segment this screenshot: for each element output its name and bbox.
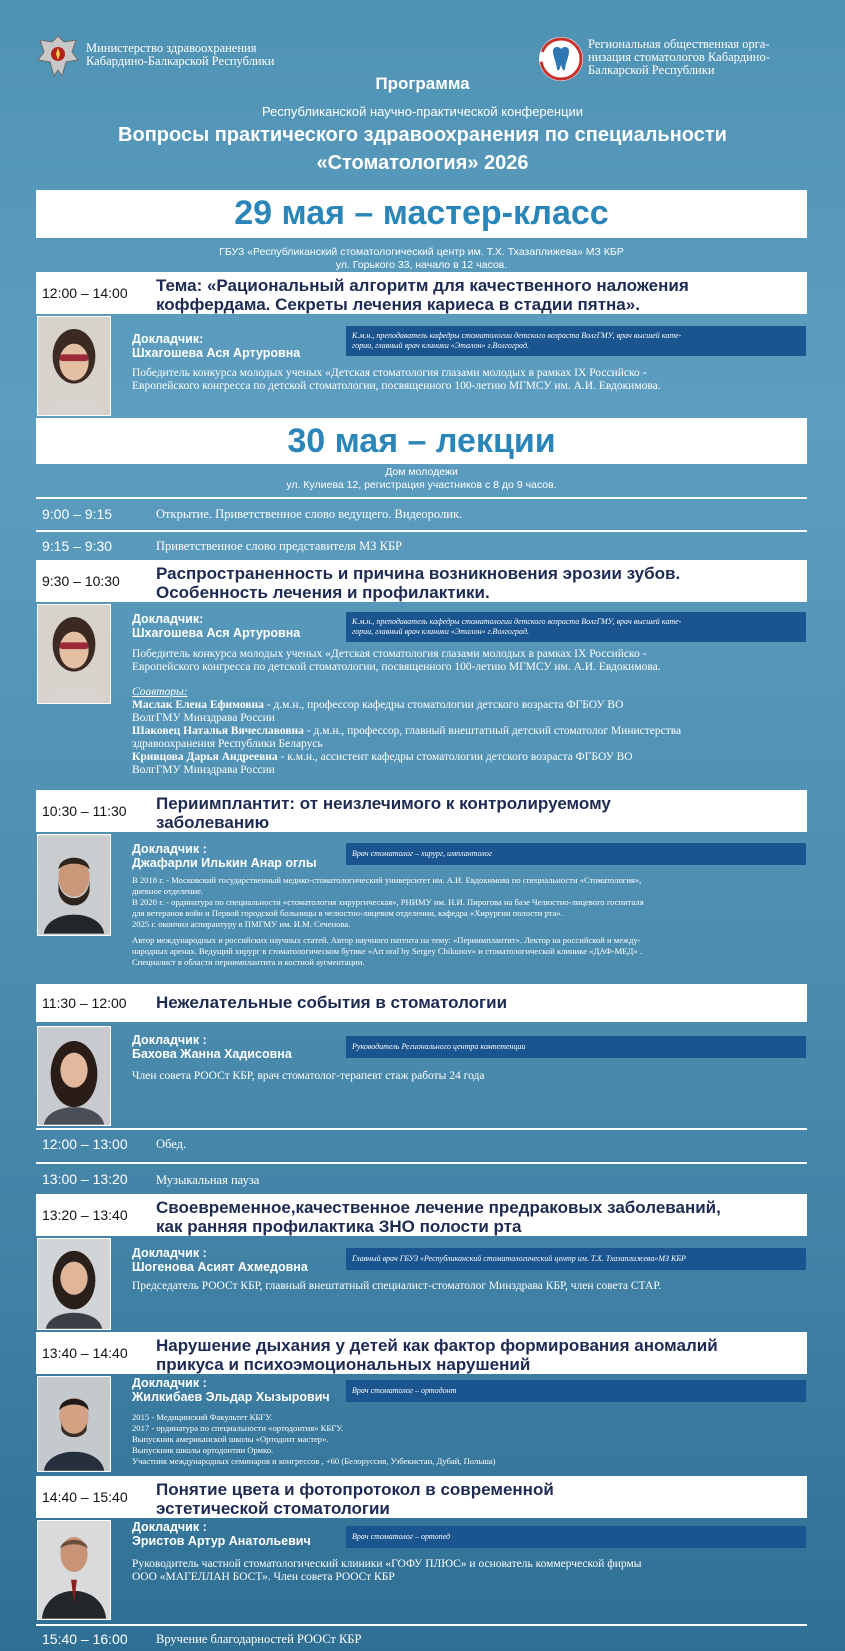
- coauthor: [132, 725, 807, 738]
- speaker-label: Докладчик:: [132, 332, 204, 346]
- coauthor-credentials: - д.м.н., профессор, главный внештатный детский стоматолог Министерства: [303, 725, 682, 737]
- speaker-photo: [37, 1238, 111, 1330]
- speaker-role: Врач стоматолог – ортодонт: [346, 1380, 806, 1402]
- speaker-name: Эристов Артур Анатольевич: [132, 1534, 311, 1548]
- speaker-label: Докладчик :: [132, 1033, 207, 1047]
- time-slot: 10:30 – 11:30: [36, 790, 154, 832]
- coauthor-credentials: - к.м.н., ассистент кафедры стоматологии детского возраста ФГБОУ ВО: [277, 751, 633, 763]
- speaker-photo: [37, 1376, 111, 1472]
- woman-portrait-icon: [38, 317, 110, 415]
- topic-line: заболеванию: [156, 813, 270, 832]
- role-line: К.м.н., преподаватель кафедры стоматологии детского возраста ВолгГМУ, врач высшей кате-: [352, 331, 682, 340]
- woman-portrait-icon: [38, 605, 110, 703]
- speaker: [132, 1376, 330, 1404]
- venue-line: ул. Горького 33, начало в 12 часов.: [335, 258, 508, 271]
- speaker-description: [132, 648, 807, 674]
- coauthor-name: Маслак Елена Ефимовна: [132, 699, 264, 711]
- speaker-description: [132, 367, 807, 393]
- speaker-photo: [37, 604, 111, 704]
- desc-line: Руководитель частной стоматологический клиники «ГОФУ ПЛЮС» и основатель коммерческой фирмы: [132, 1558, 642, 1570]
- man-portrait-icon: [38, 835, 110, 935]
- divider: [36, 530, 807, 532]
- woman-portrait-icon: [38, 1239, 110, 1329]
- desc-line: Европейского конгресса по детской стоматологии, посвященного 100-летию МГМСУ им. А.И. Евдокимова.: [132, 661, 661, 673]
- coauthors-label: [132, 686, 807, 699]
- topic-line: прикуса и психоэмоциональных нарушений: [156, 1355, 531, 1374]
- session-topic: [154, 1476, 807, 1518]
- topic-line: Своевременное,качественное лечение предраковых заболеваний,: [156, 1198, 721, 1217]
- bio-line: 2025 г. окончил аспирантуру в ПМГМУ им. И.М. Сеченова.: [132, 919, 351, 929]
- ministry-name-line: Министерство здравоохранения: [86, 41, 257, 55]
- bio-line: Автор международных и российских научных статей. Автор научного патента на тему: «Периимплантит». Лектор на российской и между-: [132, 935, 641, 945]
- role-line: К.м.н., преподаватель кафедры стоматологии детского возраста ВолгГМУ, врач высшей кате-: [352, 617, 682, 626]
- venue-line: ул. Кулиева 12, регистрация участников с 8 до 9 часов.: [286, 478, 557, 491]
- bio-line: Участник международных семинаров и конгрессов , +60 (Белоруссия, Узбекистан, Дубай, Польша): [132, 1456, 496, 1466]
- speaker-name: Джафарли Илькин Анар оглы: [132, 856, 317, 870]
- schedule-item: Открытие. Приветственное слово ведущего. Видеоролик.: [156, 507, 463, 521]
- speaker-description: [132, 1412, 807, 1467]
- coauthor: [132, 751, 807, 764]
- venue-line: Дом молодежи: [385, 466, 458, 478]
- session-topic: [154, 790, 807, 832]
- bio-line: для ветеранов войн и Первой городской больницы в челюстно-лицевом отделении, кафедра «Хирургии полости рта».: [132, 908, 563, 918]
- coauthors-label-text: Соавторы:: [132, 686, 188, 698]
- desc-line: Победитель конкурса молодых ученых «Детская стоматология глазами молодых в рамках IX Российско -: [132, 648, 647, 660]
- speaker-role: Врач стоматолог – ортопед: [346, 1526, 806, 1548]
- desc-line: Европейского конгресса по детской стоматологии, посвященного 100-летию МГМСУ им. А.И. Евдокимова.: [132, 380, 661, 392]
- day2-banner: [36, 418, 807, 464]
- speaker: [132, 1246, 308, 1274]
- topic-line: Нарушение дыхания у детей как фактор формирования аномалий: [156, 1336, 718, 1355]
- divider: [36, 497, 807, 499]
- coauthor: [132, 699, 807, 712]
- speaker-role: Руководитель Регионального центра компетенции: [346, 1036, 806, 1058]
- speaker-label: Докладчик :: [132, 1246, 207, 1260]
- time-slot: 12:00 – 13:00: [42, 1136, 128, 1152]
- topic-line: эстетической стоматологии: [156, 1499, 390, 1518]
- topic-line: Распространенность и причина возникновения эрозии зубов.: [156, 564, 681, 583]
- bio-line: 2015 - Медицинский Факультет КБГУ.: [132, 1412, 273, 1422]
- venue-line: ГБУЗ «Республиканский стоматологический центр им. Т.Х. Тхазаплижева» МЗ КБР: [219, 246, 624, 258]
- conference-title-line2: «Стоматология» 2026: [316, 152, 529, 174]
- ministry-name: [86, 42, 274, 68]
- speaker: [132, 842, 317, 870]
- schedule-item: Приветственное слово представителя МЗ КБР: [156, 539, 403, 553]
- speaker-label: Докладчик :: [132, 1376, 207, 1390]
- desc-line: ООО «МАГЕЛЛАН БОСТ». Член совета РООСт КБР: [132, 1571, 395, 1583]
- topic-line: Особенность лечения и профилактики.: [156, 583, 490, 602]
- speaker-name: Бахова Жанна Хадисовна: [132, 1047, 292, 1061]
- bio-line: Специалист в области периимплантита и костной аугментации.: [132, 957, 365, 967]
- speaker-label: Докладчик :: [132, 842, 207, 856]
- speaker-label: Докладчик:: [132, 612, 204, 626]
- divider: [36, 1128, 807, 1130]
- eagle-emblem-icon: [36, 32, 80, 80]
- bio-line: дневное отделение.: [132, 886, 204, 896]
- bio-line: В 2018 г. - Московский государственный медико-стоматологический университет им. А.И. Евдокимова по специальности «Стоматология»,: [132, 875, 642, 885]
- speaker-name: Шогенова Асият Ахмедовна: [132, 1260, 308, 1274]
- society-name-line: Балкарской Республики: [588, 63, 715, 77]
- coauthor-credentials: здравоохранения Республики Беларусь: [132, 738, 323, 750]
- time-slot: 12:00 – 14:00: [36, 272, 154, 314]
- speaker-photo: [37, 316, 111, 416]
- day1-banner: [36, 190, 807, 238]
- speaker: [132, 1520, 311, 1548]
- speaker-label: Докладчик :: [132, 1520, 207, 1534]
- topic-line: коффердама. Секреты лечения кариеса в стадии пятна».: [156, 295, 640, 314]
- bio-line: В 2020 г. - ординатура по специальности «стоматология хирургическая», РНИМУ им. Н.И. Пирогова на базе Челюстно-лицевого госпиталя: [132, 897, 644, 907]
- coauthor-name: Кривцова Дарья Андреевна: [132, 751, 278, 763]
- desc-line: Победитель конкурса молодых ученых «Детская стоматология глазами молодых в рамках IX Российско -: [132, 367, 647, 379]
- session-topic: [154, 560, 807, 602]
- speaker-name: Жилкибаев Эльдар Хызырович: [132, 1390, 330, 1404]
- topic-line: Периимплантит: от неизлечимого к контролируемому: [156, 794, 611, 813]
- dental-society-name: [588, 38, 770, 77]
- topic-line: как ранняя профилактика ЗНО полости рта: [156, 1217, 522, 1236]
- day1-venue: [36, 246, 807, 271]
- society-name-line: низация стоматологов Кабардино-: [588, 50, 770, 64]
- time-slot: 13:00 – 13:20: [42, 1171, 128, 1187]
- speaker-description: Председатель РООСт КБР, главный внештатный специалист-стоматолог Минздрава КБР, член совета СТАР.: [132, 1280, 662, 1292]
- coauthor-credentials: - д.м.н., профессор кафедры стоматологии детского возраста ФГБОУ ВО: [263, 699, 624, 711]
- speaker-role: Врач стоматолог – хирург, имплантолог: [346, 843, 806, 865]
- coauthor-credentials: ВолгГМУ Минздрава России: [132, 764, 275, 776]
- society-name-line: Региональная общественная орга-: [588, 37, 770, 51]
- bio-line: Выпускник американской школы «Ортодонт мастер».: [132, 1434, 329, 1444]
- topic-line: Нежелательные события в стоматологии: [156, 993, 508, 1012]
- program-label: Программа: [375, 74, 470, 93]
- role-line: гории, главный врач клиники «Эталон» г.Волгоград.: [352, 341, 530, 350]
- schedule-item: Обед.: [156, 1137, 187, 1151]
- speaker-name: Шхагошева Ася Артуровна: [132, 626, 301, 640]
- day2-title: 30 мая – лекции: [287, 422, 556, 460]
- bio-line: Выпускник школы ортодонтии Ормко.: [132, 1445, 274, 1455]
- schedule-item: Вручение благодарностей РООСт КБР: [156, 1632, 362, 1646]
- session-topic: [154, 1194, 807, 1236]
- time-slot: 9:00 – 9:15: [42, 506, 113, 522]
- speaker-name: Шхагошева Ася Артуровна: [132, 346, 301, 360]
- speaker-description: Член совета РООСт КБР, врач стоматолог-терапевт стаж работы 24 года: [132, 1070, 485, 1082]
- role-line: гории, главный врач клиники «Эталон» г.Волгоград.: [352, 627, 530, 636]
- man-portrait-icon: [38, 1521, 110, 1619]
- speaker-description: [132, 875, 807, 968]
- coauthors: [132, 686, 807, 777]
- speaker: [132, 332, 300, 360]
- topic-line: Понятие цвета и фотопротокол в современной: [156, 1480, 554, 1499]
- day2-venue: [36, 466, 807, 491]
- speaker-photo: [37, 1026, 111, 1126]
- bio-line: народных аренах. Ведущий хирург в стоматологическом бутике «Art oral by Sergey Chikunov» и стоматологической клинике «ДАФ-МЕД» .: [132, 946, 642, 956]
- man-portrait-icon: [38, 1377, 110, 1471]
- divider: [36, 1162, 807, 1164]
- speaker: [132, 612, 300, 640]
- time-slot: 13:20 – 13:40: [36, 1194, 154, 1236]
- divider: [36, 1624, 807, 1626]
- speaker-role: [346, 326, 806, 356]
- session-topic: [154, 272, 807, 314]
- woman-portrait-icon: [38, 1027, 110, 1125]
- speaker-role: [346, 612, 806, 642]
- ministry-name-line: Кабардино-Балкарской Республики: [86, 54, 275, 68]
- bio-line: 2017 - ординатура по специальности «ортодонтия» КБГУ.: [132, 1423, 344, 1433]
- time-slot: 13:40 – 14:40: [36, 1332, 154, 1374]
- speaker-photo: [37, 1520, 111, 1620]
- time-slot: 9:15 – 9:30: [42, 538, 113, 554]
- speaker-role: Главный врач ГБУЗ «Республиканский стоматологический центр им. Т.Х. Тхазаплижева»МЗ КБР: [346, 1248, 806, 1270]
- speaker-description: [132, 1558, 807, 1584]
- day1-title: 29 мая – мастер-класс: [234, 194, 609, 232]
- time-slot: 15:40 – 16:00: [42, 1631, 128, 1647]
- coauthor-name: Шаковец Наталья Вячеславовна: [132, 725, 304, 737]
- speaker-photo: [37, 834, 111, 936]
- session-topic: [154, 984, 807, 1022]
- conference-subtitle: Республиканской научно-практической конференции: [261, 104, 584, 119]
- coauthor-credentials: ВолгГМУ Минздрава России: [132, 712, 275, 724]
- conference-title-line1: Вопросы практического здравоохранения по специальности: [118, 124, 727, 146]
- topic-line: Тема: «Рациональный алгоритм для качественного наложения: [156, 276, 689, 295]
- time-slot: 11:30 – 12:00: [36, 984, 154, 1022]
- time-slot: 14:40 – 15:40: [36, 1476, 154, 1518]
- time-slot: 9:30 – 10:30: [36, 560, 154, 602]
- schedule-item: Музыкальная пауза: [156, 1173, 260, 1187]
- session-topic: [154, 1332, 807, 1374]
- speaker: [132, 1033, 292, 1061]
